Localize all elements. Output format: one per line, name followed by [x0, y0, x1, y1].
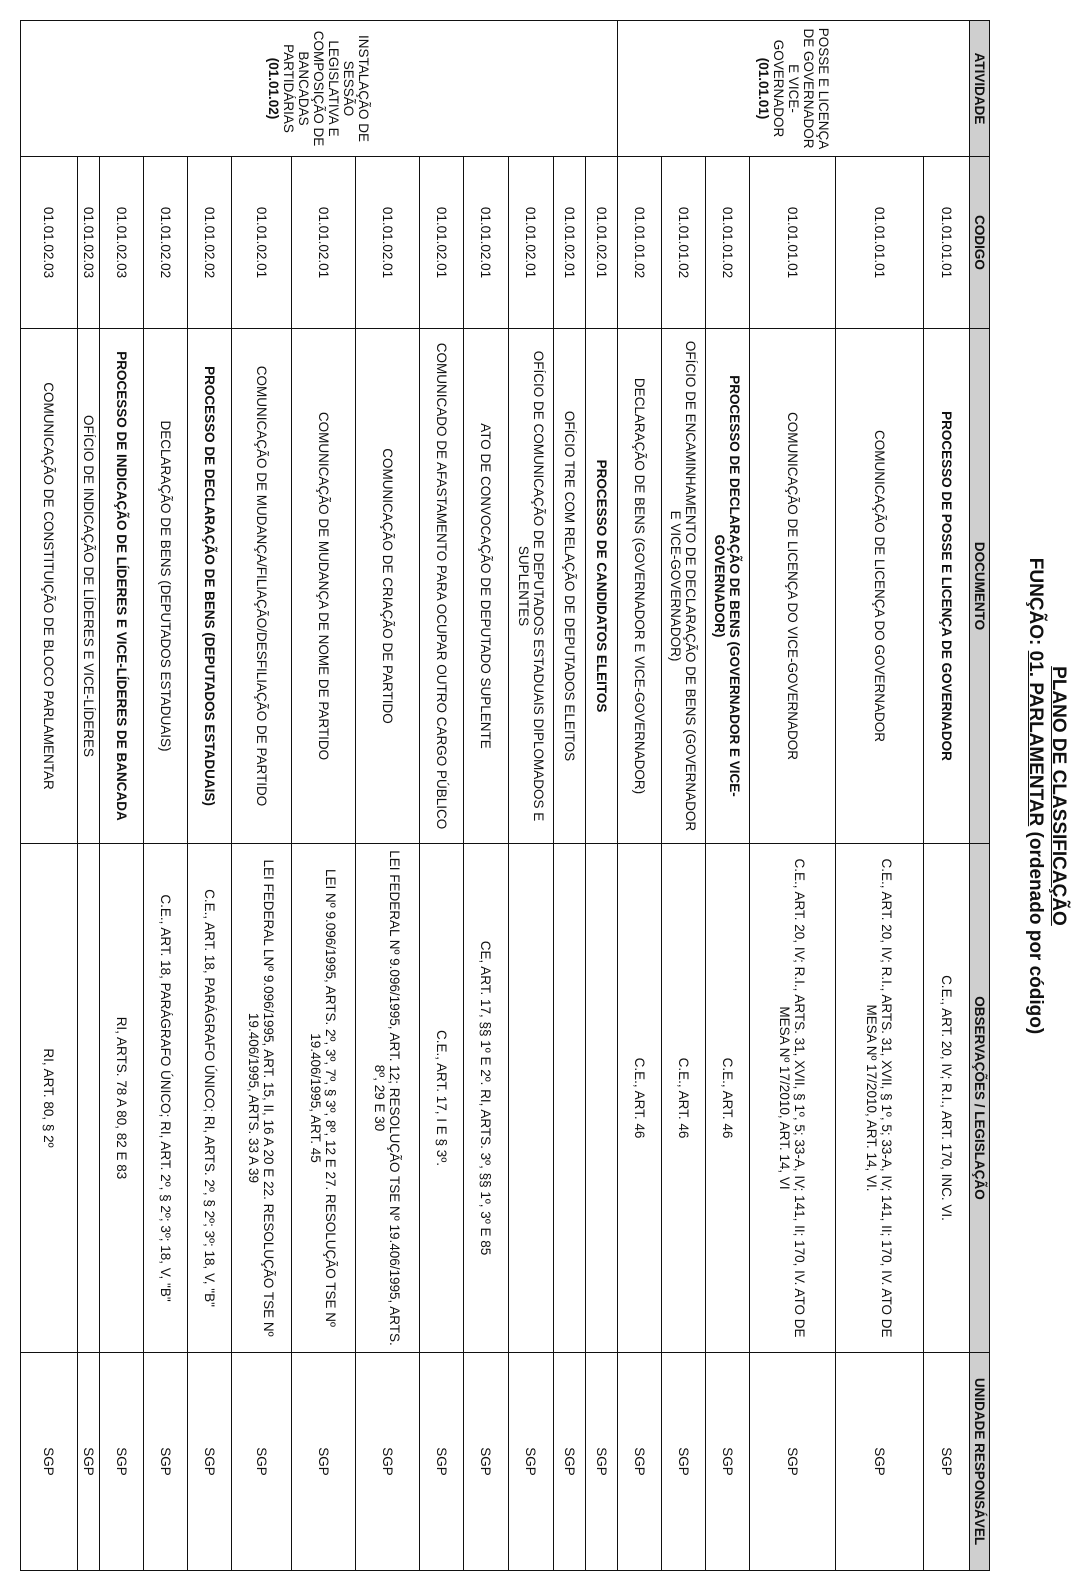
- header-unidade: UNIDADE RESPONSÁVEL: [970, 1353, 990, 1571]
- documento-cell: OFÍCIO DE ENCAMINHAMENTO DE DECLARAÇÃO DE BENS (GOVERNADOR E VICE-GOVERNADOR): [662, 329, 706, 844]
- table-row: [706, 21, 750, 1571]
- codigo-cell: 01.01.01.02: [618, 157, 662, 329]
- table-row: [662, 21, 706, 1571]
- title-block: [1024, 0, 1070, 1592]
- table-row: [21, 21, 78, 1571]
- table-row: [292, 21, 356, 1571]
- table-row: [924, 21, 970, 1571]
- table-row: [836, 21, 924, 1571]
- unidade-cell: SGP: [586, 1353, 618, 1571]
- codigo-cell: 01.01.02.01: [586, 157, 618, 329]
- obs-cell: C.E., ART. 17, I E § 3º.: [420, 844, 464, 1353]
- obs-cell: C.E., ART. 18, PARÁGRAFO ÚNICO; RI, ARTS. 2º, § 2º; 3º; 18, V, "B": [188, 844, 232, 1353]
- codigo-cell: 01.01.01.01: [924, 157, 970, 329]
- table-row: [420, 21, 464, 1571]
- header-observacoes: OBSERVAÇÕES / LEGISLAÇÃO: [970, 844, 990, 1353]
- header-documento: DOCUMENTO: [970, 329, 990, 844]
- unidade-cell: SGP: [750, 1353, 836, 1571]
- table-row: [618, 21, 662, 1571]
- codigo-cell: 01.01.02.01: [509, 157, 554, 329]
- documento-cell: COMUNICAÇÃO DE LICENÇA DO GOVERNADOR: [836, 329, 924, 844]
- codigo-cell: 01.01.01.01: [836, 157, 924, 329]
- table-row: [750, 21, 836, 1571]
- obs-cell: C.E., ART. 46: [706, 844, 750, 1353]
- unidade-cell: SGP: [836, 1353, 924, 1571]
- codigo-cell: 01.01.02.03: [21, 157, 78, 329]
- unidade-cell: SGP: [420, 1353, 464, 1571]
- unidade-cell: SGP: [924, 1353, 970, 1571]
- unidade-cell: SGP: [706, 1353, 750, 1571]
- unidade-cell: SGP: [356, 1353, 420, 1571]
- documento-cell: DECLARAÇÃO DE BENS (DEPUTADOS ESTADUAIS): [144, 329, 188, 844]
- documento-cell: PROCESSO DE INDICAÇÃO DE LÍDERES E VICE-LÍDERES DE BANCADA: [100, 329, 144, 844]
- documento-cell: OFÍCIO TRE COM RELAÇÃO DE DEPUTADOS ELEITOS: [554, 329, 586, 844]
- header-codigo: CODIGO: [970, 157, 990, 329]
- documento-cell: OFÍCIO DE COMUNICAÇÃO DE DEPUTADOS ESTADUAIS DIPLOMADOS E SUPLENTES: [509, 329, 554, 844]
- documento-cell: PROCESSO DE CANDIDATOS ELEITOS: [586, 329, 618, 844]
- classification-table: [20, 20, 990, 1571]
- unidade-cell: SGP: [188, 1353, 232, 1571]
- activity-cell: [618, 21, 970, 157]
- codigo-cell: 01.01.02.01: [420, 157, 464, 329]
- unidade-cell: SGP: [464, 1353, 509, 1571]
- unidade-cell: SGP: [509, 1353, 554, 1571]
- table-row: [232, 21, 292, 1571]
- obs-cell: C.E., ART. 20, IV; R.I., ART. 170, INC. VI.: [924, 844, 970, 1353]
- documento-cell: PROCESSO DE DECLARAÇÃO DE BENS (DEPUTADOS ESTADUAIS): [188, 329, 232, 844]
- activity-name: POSSE E LICENÇA DE GOVERNADOR E VICE-GOVERNADOR: [771, 27, 831, 150]
- codigo-cell: 01.01.02.01: [232, 157, 292, 329]
- table-row: [586, 21, 618, 1571]
- unidade-cell: SGP: [554, 1353, 586, 1571]
- table-row: [554, 21, 586, 1571]
- obs-cell: [509, 844, 554, 1353]
- unidade-cell: SGP: [78, 1353, 100, 1571]
- unidade-cell: SGP: [21, 1353, 78, 1571]
- documento-cell: DECLARAÇÃO DE BENS (GOVERNADOR E VICE-GOVERNADOR): [618, 329, 662, 844]
- header-atividade: ATIVIDADE: [970, 21, 990, 157]
- codigo-cell: 01.01.02.01: [464, 157, 509, 329]
- table-row: [100, 21, 144, 1571]
- obs-cell: C.E., ART. 20, IV; R.I., ARTS. 31, XVII, § 1º, 5; 33-A, IV; 141, II; 170, IV. ATO DE MESA Nº 17/2010, ART. 14, VI.: [836, 844, 924, 1353]
- activity-cell: [21, 21, 618, 157]
- obs-cell: C.E., ART. 20, IV; R.I., ARTS. 31, XVII, § 1º, 5; 33-A, IV; 141, II; 170, IV. ATO DE MESA Nº 17/2010, ART. 14, VI: [750, 844, 836, 1353]
- table-row: [509, 21, 554, 1571]
- unidade-cell: SGP: [662, 1353, 706, 1571]
- unidade-cell: SGP: [100, 1353, 144, 1571]
- table-row: [78, 21, 100, 1571]
- codigo-cell: 01.01.02.01: [292, 157, 356, 329]
- documento-cell: COMUNICAÇÃO DE CRIAÇÃO DE PARTIDO: [356, 329, 420, 844]
- subtitle-suffix: (ordenado por código): [1025, 826, 1046, 1035]
- documento-cell: COMUNICAÇÃO DE MUDANÇA DE NOME DE PARTIDO: [292, 329, 356, 844]
- documento-cell: COMUNICAÇÃO DE MUDANÇA/FILIAÇÃO/DESFILIAÇÃO DE PARTIDO: [232, 329, 292, 844]
- activity-code: (01.01.02): [266, 57, 282, 120]
- obs-cell: C.E., ART. 46: [662, 844, 706, 1353]
- unidade-cell: SGP: [232, 1353, 292, 1571]
- codigo-cell: 01.01.01.01: [750, 157, 836, 329]
- table-row: [464, 21, 509, 1571]
- codigo-cell: 01.01.02.02: [188, 157, 232, 329]
- codigo-cell: 01.01.02.03: [100, 157, 144, 329]
- table-row: [144, 21, 188, 1571]
- activity-name: INSTALAÇÃO DE SESSÃO LEGISLATIVA E COMPOSIÇÃO DE BANCADAS PARTIDÁRIAS: [281, 30, 372, 147]
- unidade-cell: SGP: [618, 1353, 662, 1571]
- obs-cell: CE, ART. 17, §§ 1º E 2º. RI, ARTS. 3º, §§ 1º, 3º E 85: [464, 844, 509, 1353]
- table-row: [356, 21, 420, 1571]
- documento-cell: PROCESSO DE POSSE E LICENÇA DE GOVERNADOR: [924, 329, 970, 844]
- obs-cell: RI, ART. 80, § 2º: [21, 844, 78, 1353]
- table-row: [188, 21, 232, 1571]
- obs-cell: C.E., ART. 18, PARÁGRAFO ÚNICO; RI, ART. 2º, § 2º; 3º; 18, V, "B": [144, 844, 188, 1353]
- documento-cell: OFÍCIO DE INDICAÇÃO DE LÍDERES E VICE-LÍDERES: [78, 329, 100, 844]
- obs-cell: [554, 844, 586, 1353]
- unidade-cell: SGP: [292, 1353, 356, 1571]
- unidade-cell: SGP: [144, 1353, 188, 1571]
- activity-code: (01.01.01): [756, 57, 771, 120]
- codigo-cell: 01.01.01.02: [706, 157, 750, 329]
- codigo-cell: 01.01.01.02: [662, 157, 706, 329]
- codigo-cell: 01.01.02.02: [144, 157, 188, 329]
- documento-cell: COMUNICADO DE AFASTAMENTO PARA OCUPAR OUTRO CARGO PÚBLICO: [420, 329, 464, 844]
- page-title: PLANO DE CLASSIFICAÇÃO: [1048, 666, 1069, 926]
- documento-cell: PROCESSO DE DECLARAÇÃO DE BENS (GOVERNADOR E VICE-GOVERNADOR): [706, 329, 750, 844]
- obs-cell: LEI FEDERAL Nº 9.096/1995, ART. 12; RESOLUÇÃO TSE Nº 19.406/1995, ARTS. 8º, 29 E 30: [356, 844, 420, 1353]
- obs-cell: [586, 844, 618, 1353]
- codigo-cell: 01.01.02.01: [554, 157, 586, 329]
- header-row: [970, 21, 990, 1571]
- documento-cell: ATO DE CONVOCAÇÃO DE DEPUTADO SUPLENTE: [464, 329, 509, 844]
- documento-cell: COMUNICAÇÃO DE LICENÇA DO VICE-GOVERNADOR: [750, 329, 836, 844]
- codigo-cell: 01.01.02.03: [78, 157, 100, 329]
- documento-cell: COMUNICAÇÃO DE CONSTITUIÇÃO DE BLOCO PARLAMENTAR: [21, 329, 78, 844]
- obs-cell: RI, ARTS. 78 A 80, 82 E 83: [100, 844, 144, 1353]
- obs-cell: LEI FEDERAL LNº 9.096/1995, ART. 15, II, 16 A 20 E 22. RESOLUÇÃO TSE Nº 19.406/1995, ARTS. 33 A 39: [232, 844, 292, 1353]
- codigo-cell: 01.01.02.01: [356, 157, 420, 329]
- obs-cell: C.E., ART. 46: [618, 844, 662, 1353]
- subtitle-prefix: FUNÇÃO:: [1025, 557, 1046, 651]
- subtitle-function: 01. PARLAMENTAR: [1025, 650, 1046, 827]
- page-subtitle: [1024, 0, 1046, 1592]
- obs-cell: [78, 844, 100, 1353]
- obs-cell: LEI Nº 9.096/1995, ARTS. 2º, 3º, 7º, § 3º, 8º, 12 E 27. RESOLUÇÃO TSE Nº 19.406/1995, ART. 45: [292, 844, 356, 1353]
